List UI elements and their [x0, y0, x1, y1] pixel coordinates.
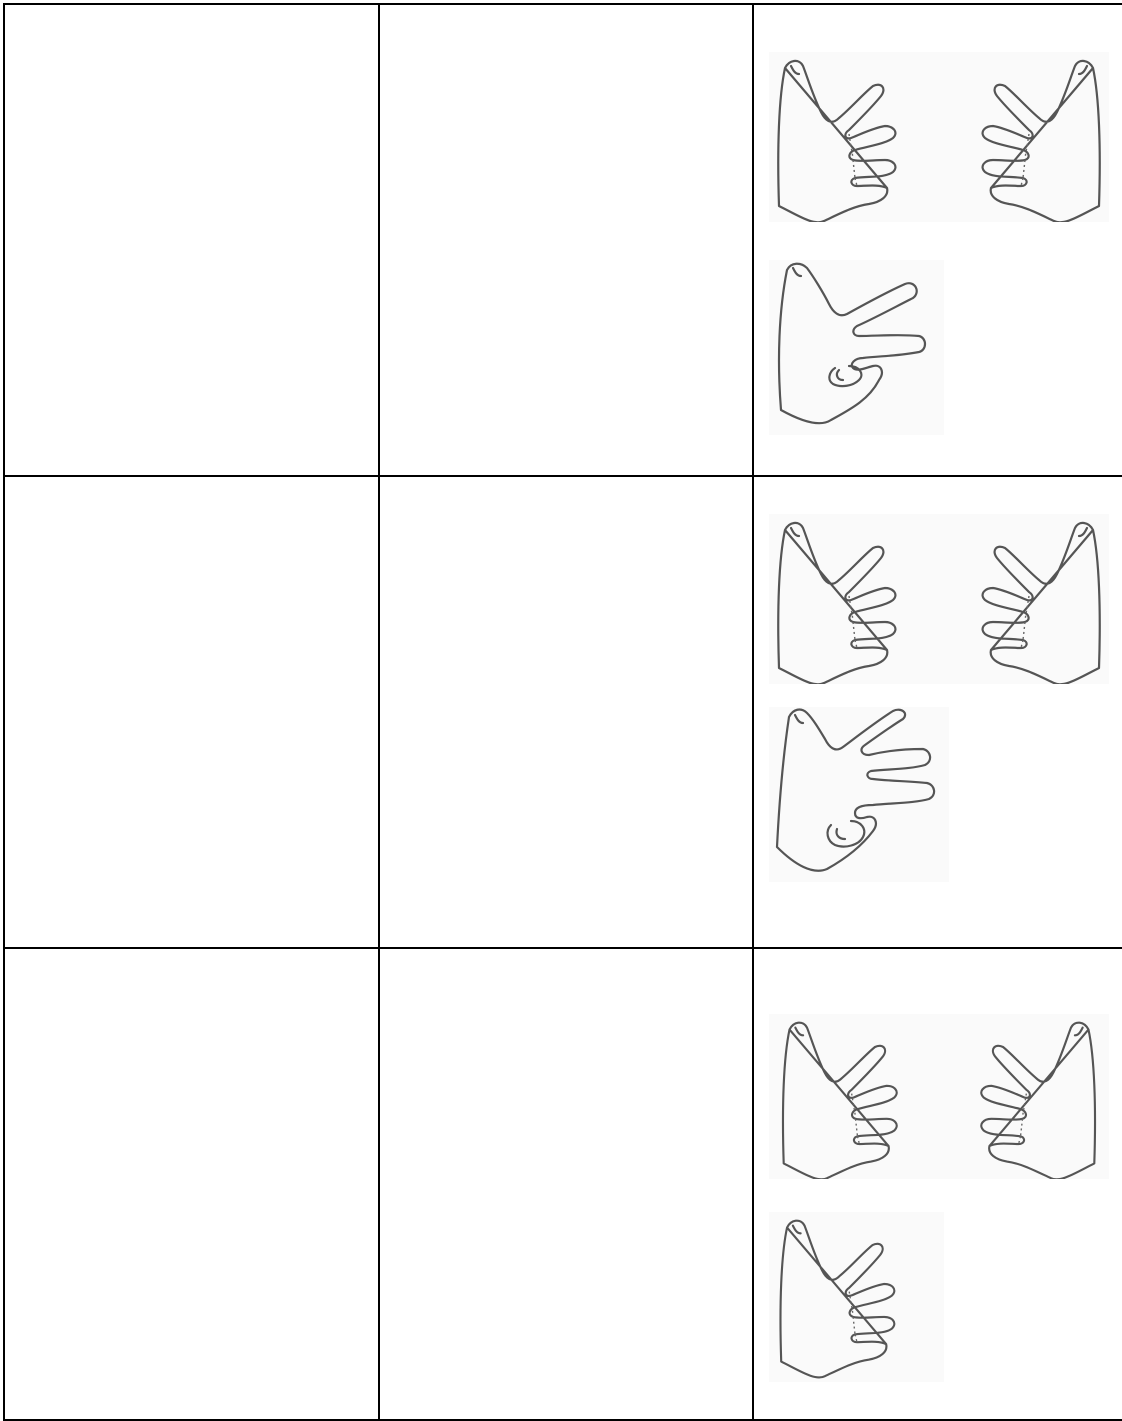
- two-open-hands-icon: [769, 514, 1109, 684]
- two-open-hands-icon: [769, 1014, 1109, 1179]
- worksheet-table: [3, 3, 1122, 1421]
- cell-text: [5, 949, 378, 1419]
- table-row: [4, 948, 1122, 1420]
- hand-showing-three-fingers-icon: [769, 707, 949, 882]
- picture-cell: [753, 476, 1122, 948]
- table-row: [4, 476, 1122, 948]
- table-row: [4, 4, 1122, 476]
- cell-text: [5, 477, 378, 947]
- answer-cell: [4, 4, 379, 476]
- picture-cell: [753, 948, 1122, 1420]
- two-open-hands-icon: [769, 52, 1109, 222]
- cell-text: [380, 477, 752, 947]
- answer-cell: [379, 476, 753, 948]
- cell-text: [5, 5, 378, 475]
- answer-cell: [4, 476, 379, 948]
- answer-cell: [379, 948, 753, 1420]
- one-open-hand-icon: [769, 1212, 944, 1382]
- cell-text: [380, 949, 752, 1419]
- answer-cell: [4, 948, 379, 1420]
- answer-cell: [379, 4, 753, 476]
- picture-cell: [753, 4, 1122, 476]
- hand-showing-two-fingers-icon: [769, 260, 944, 435]
- cell-text: [380, 5, 752, 475]
